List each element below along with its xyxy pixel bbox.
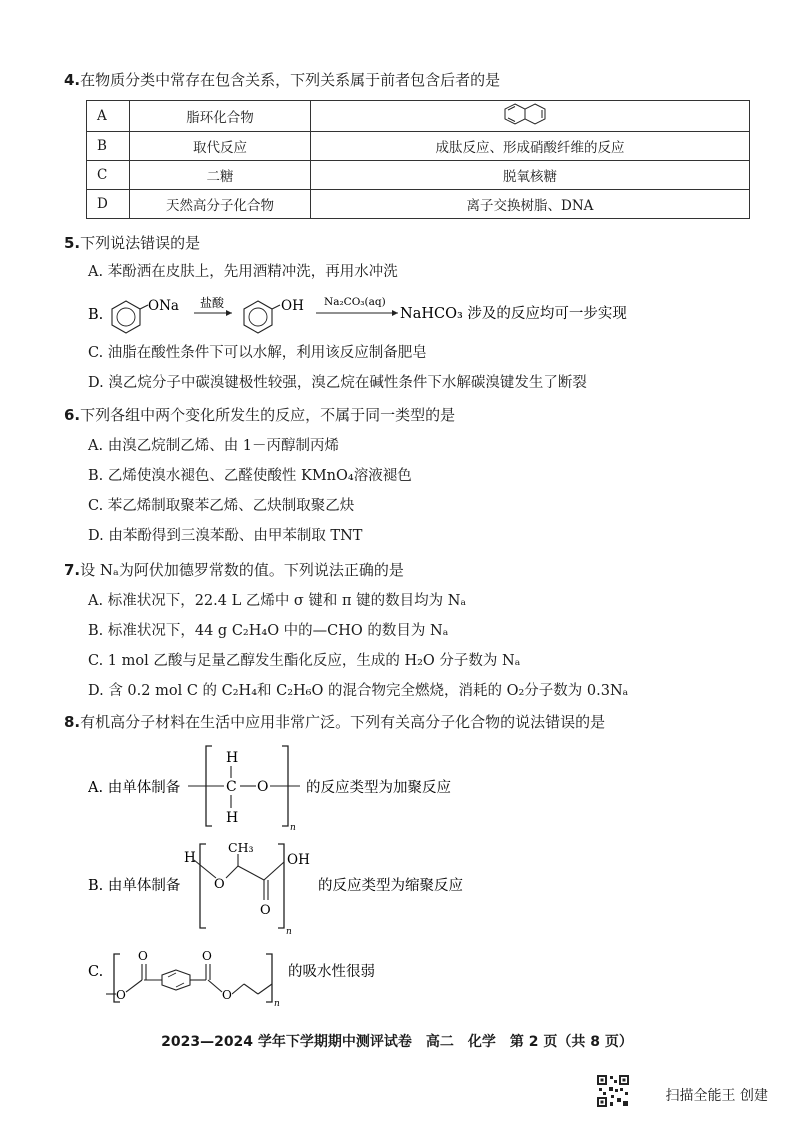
bracket-right <box>278 844 284 928</box>
subscript-n: n <box>274 999 280 1008</box>
hydroxyl-group: OH <box>287 852 310 868</box>
question-number: 5. <box>64 234 81 252</box>
pet-structure <box>88 940 748 1008</box>
atom-o: O <box>138 949 148 963</box>
reagent-hcl: 盐酸 <box>200 296 225 310</box>
question-stem: 下列各组中两个变化所发生的反应，不属于同一类型的是 <box>80 406 456 424</box>
atom-o: O <box>257 779 269 795</box>
question-number: 4. <box>64 71 81 89</box>
option-text: B. 由单体制备 <box>88 878 181 894</box>
row-left: 二糖 <box>130 161 311 190</box>
option-a: A. 苯酚洒在皮肤上，先用酒精冲洗，再用水冲洗 <box>88 264 398 280</box>
question-6 <box>64 405 455 425</box>
atom-o: O <box>214 877 225 892</box>
atom-o: O <box>202 949 212 963</box>
row-left: 天然高分子化合物 <box>130 190 311 219</box>
benzene-ring-icon <box>244 301 272 333</box>
row-label: A <box>87 101 130 132</box>
table-row <box>87 190 750 219</box>
option-b-tail: NaHCO₃ 涉及的反应均可一步实现 <box>400 306 627 322</box>
option-c: C. 苯乙烯制取聚苯乙烯、乙炔制取聚乙炔 <box>88 498 355 514</box>
question-7 <box>64 560 404 580</box>
question-stem: 有机高分子材料在生活中应用非常广泛。下列有关高分子化合物的说法错误的是 <box>80 713 606 731</box>
option-text: 的反应类型为加聚反应 <box>306 780 451 796</box>
table-row <box>87 101 750 132</box>
row-right: 脱氧核糖 <box>311 161 750 190</box>
option-c: C. 1 mol 乙酸与足量乙醇发生酯化反应，生成的 H₂O 分子数为 Nₐ <box>88 653 521 669</box>
row-left: 脂环化合物 <box>130 101 311 132</box>
option-d: D. 由苯酚得到三溴苯酚、由甲苯制取 TNT <box>88 528 363 544</box>
option-b <box>88 292 748 336</box>
option-d: D. 溴乙烷分子中碳溴键极性较强，溴乙烷在碱性条件下水解碳溴键发生了断裂 <box>88 375 587 391</box>
option-b: B. 标准状况下，44 g C₂H₄O 中的—CHO 的数目为 Nₐ <box>88 623 449 639</box>
option-c: C. 油脂在酸性条件下可以水解，利用该反应制备肥皂 <box>88 345 427 361</box>
page-footer: 2023—2024 学年下学期期中测评试卷 高二 化学 第 2 页（共 8 页） <box>161 1034 633 1050</box>
option-c <box>88 940 748 1008</box>
question-number: 6. <box>64 406 81 424</box>
atom-o: O <box>260 903 271 918</box>
atom-c: C <box>226 779 237 795</box>
option-text: C. <box>88 964 104 980</box>
atom-h: H <box>226 810 239 826</box>
methyl-group: CH₃ <box>228 840 254 855</box>
option-b: B. 乙烯使溴水褪色、乙醛使酸性 KMnO₄溶液褪色 <box>88 468 412 484</box>
polylactic-acid-structure <box>88 838 748 936</box>
ona-group: ONa <box>148 298 179 314</box>
question-stem: 设 Nₐ为阿伏加德罗常数的值。下列说法正确的是 <box>80 561 404 579</box>
bracket-left <box>200 844 206 928</box>
atom-h: H <box>226 750 239 766</box>
question-4 <box>64 70 500 90</box>
scanner-watermark: 扫描全能王 创建 <box>665 1088 768 1104</box>
row-right: 成肽反应、形成硝酸纤维的反应 <box>311 132 750 161</box>
option-text: 的反应类型为缩聚反应 <box>318 878 463 894</box>
option-label: B. <box>88 307 104 323</box>
question-number: 8. <box>64 713 81 731</box>
question-stem: 下列说法错误的是 <box>80 234 201 252</box>
subscript-n: n <box>286 927 292 936</box>
oh-group: OH <box>281 298 304 314</box>
subscript-n: n <box>290 823 296 832</box>
option-b <box>88 838 748 936</box>
reagent-na2co3: Na₂CO₃(aq) <box>324 296 386 308</box>
row-label: B <box>87 132 130 161</box>
atom-o: O <box>116 988 126 1002</box>
option-d: D. 含 0.2 mol C 的 C₂H₄和 C₂H₆O 的混合物完全燃烧，消耗的 O₂分子数为 0.3Nₐ <box>88 683 629 699</box>
classification-table <box>86 100 750 219</box>
question-stem: 在物质分类中常存在包含关系，下列关系属于前者包含后者的是 <box>80 71 501 89</box>
row-right: 离子交换树脂、DNA <box>311 190 750 219</box>
qr-code-icon <box>596 1074 630 1108</box>
question-8 <box>64 712 605 732</box>
atom-h: H <box>184 850 196 866</box>
row-label: C <box>87 161 130 190</box>
phenol-reaction-scheme <box>88 292 748 336</box>
row-left: 取代反应 <box>130 132 311 161</box>
benzene-ring-icon <box>112 301 140 333</box>
option-a: A. 标准状况下，22.4 L 乙烯中 σ 键和 π 键的数目均为 Nₐ <box>88 593 467 609</box>
question-5 <box>64 233 200 253</box>
row-right-structure <box>311 101 750 132</box>
row-label: D <box>87 190 130 219</box>
option-text: 的吸水性很弱 <box>288 964 375 980</box>
atom-o: O <box>222 988 232 1002</box>
bracket-right <box>266 954 272 1002</box>
table-row <box>87 132 750 161</box>
option-a <box>88 740 748 832</box>
question-number: 7. <box>64 561 81 579</box>
option-text: A. 由单体制备 <box>88 780 181 796</box>
naphthalene-structure <box>500 101 560 127</box>
table-row <box>87 161 750 190</box>
option-a: A. 由溴乙烷制乙烯、由 1－丙醇制丙烯 <box>88 438 340 454</box>
polyoxymethylene-structure <box>88 740 748 832</box>
